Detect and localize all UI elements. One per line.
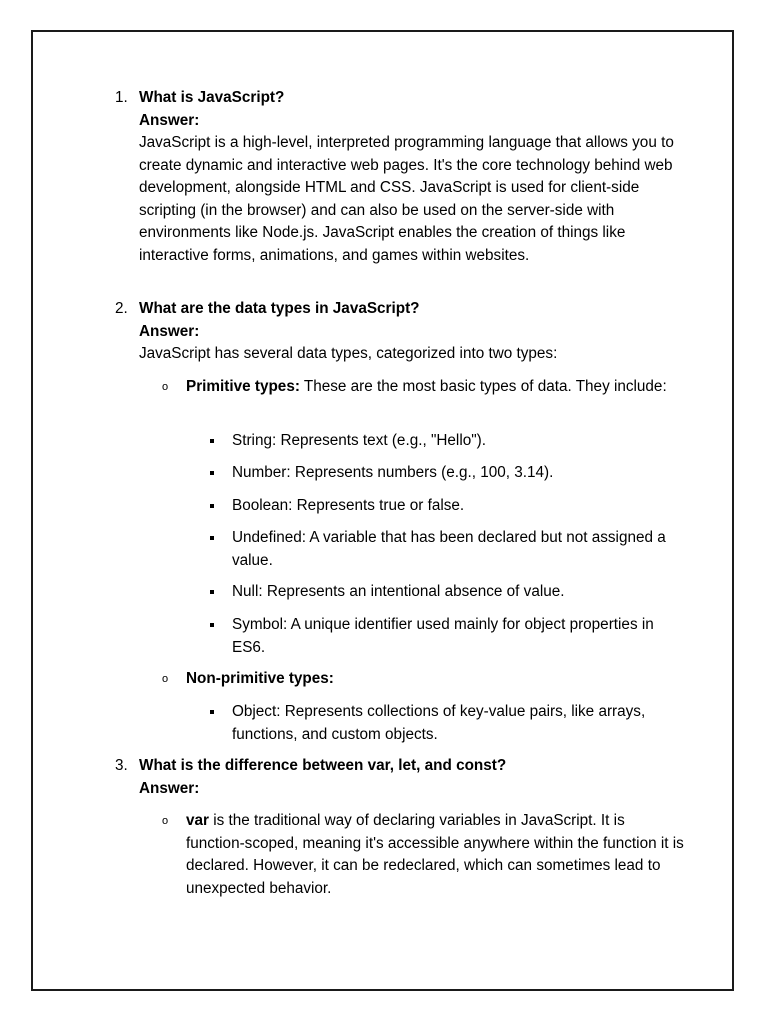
answer-text: JavaScript is a high-level, interpreted programming language that allows you to create dynamic and interactive web pages. It's the core technology behind web development, alongside HTML and CSS. JavaScript is used for client-side scripting (in the browser) and can also be used on the server-side with environments like Node.js. JavaScript enables the creation of things like interactive forms, animations, and games within websites. — [139, 134, 674, 264]
question-number: 2. — [115, 300, 128, 317]
list-item — [232, 462, 682, 485]
square-bullet-icon — [210, 536, 214, 540]
square-bullet-icon — [210, 710, 214, 714]
list-item — [232, 581, 682, 604]
circle-bullet-icon: o — [162, 815, 169, 827]
list-item — [232, 614, 682, 659]
square-bullet-icon — [210, 504, 214, 508]
list-item — [232, 495, 682, 518]
primitive-item-boolean: Boolean: Represents true or false. — [232, 497, 465, 514]
non-primitive-label: Non-primitive types: — [186, 670, 334, 687]
question-title: What is JavaScript? — [139, 89, 285, 106]
list-item — [232, 527, 682, 572]
question-3 — [115, 755, 679, 800]
question-number: 1. — [115, 89, 128, 106]
answer-text: JavaScript has several data types, categorized into two types: — [139, 345, 558, 362]
circle-bullet-icon: o — [162, 673, 169, 685]
question-1 — [115, 87, 679, 267]
primitive-text: These are the most basic types of data. They include: — [299, 378, 667, 395]
list-item — [232, 701, 682, 746]
square-bullet-icon — [210, 439, 214, 443]
primitive-label: Primitive types: — [186, 378, 300, 395]
answer-label: Answer: — [139, 779, 200, 797]
question-title: What are the data types in JavaScript? — [139, 300, 420, 317]
var-text: is the traditional way of declaring variables in JavaScript. It is function-scoped, meaning it's accessible anywhere within the function it is declared. However, it can be redeclared, which can sometimes lead to unexpected behavior. — [186, 812, 684, 897]
primitive-item-null: Null: Represents an intentional absence of value. — [232, 583, 565, 600]
primitive-item-symbol: Symbol: A unique identifier used mainly for object properties in ES6. — [232, 616, 654, 656]
answer-label: Answer: — [139, 111, 200, 129]
list-item — [232, 430, 682, 453]
square-bullet-icon — [210, 590, 214, 594]
circle-bullet-icon: o — [162, 381, 169, 393]
primitive-item-string: String: Represents text (e.g., "Hello"). — [232, 432, 487, 449]
var-keyword: var — [186, 812, 209, 829]
question-number: 3. — [115, 757, 128, 774]
square-bullet-icon — [210, 471, 214, 475]
answer-label: Answer: — [139, 322, 200, 340]
question-title: What is the difference between var, let, and const? — [139, 757, 507, 774]
primitive-item-number: Number: Represents numbers (e.g., 100, 3.14). — [232, 464, 554, 481]
non-primitive-item-object: Object: Represents collections of key-value pairs, like arrays, functions, and custom objects. — [232, 703, 646, 743]
list-item-non-primitive-types — [162, 668, 686, 691]
list-item-var — [162, 810, 686, 900]
question-2 — [115, 298, 679, 366]
list-item-primitive-types — [162, 376, 686, 399]
square-bullet-icon — [210, 623, 214, 627]
primitive-item-undefined: Undefined: A variable that has been declared but not assigned a value. — [232, 529, 666, 569]
